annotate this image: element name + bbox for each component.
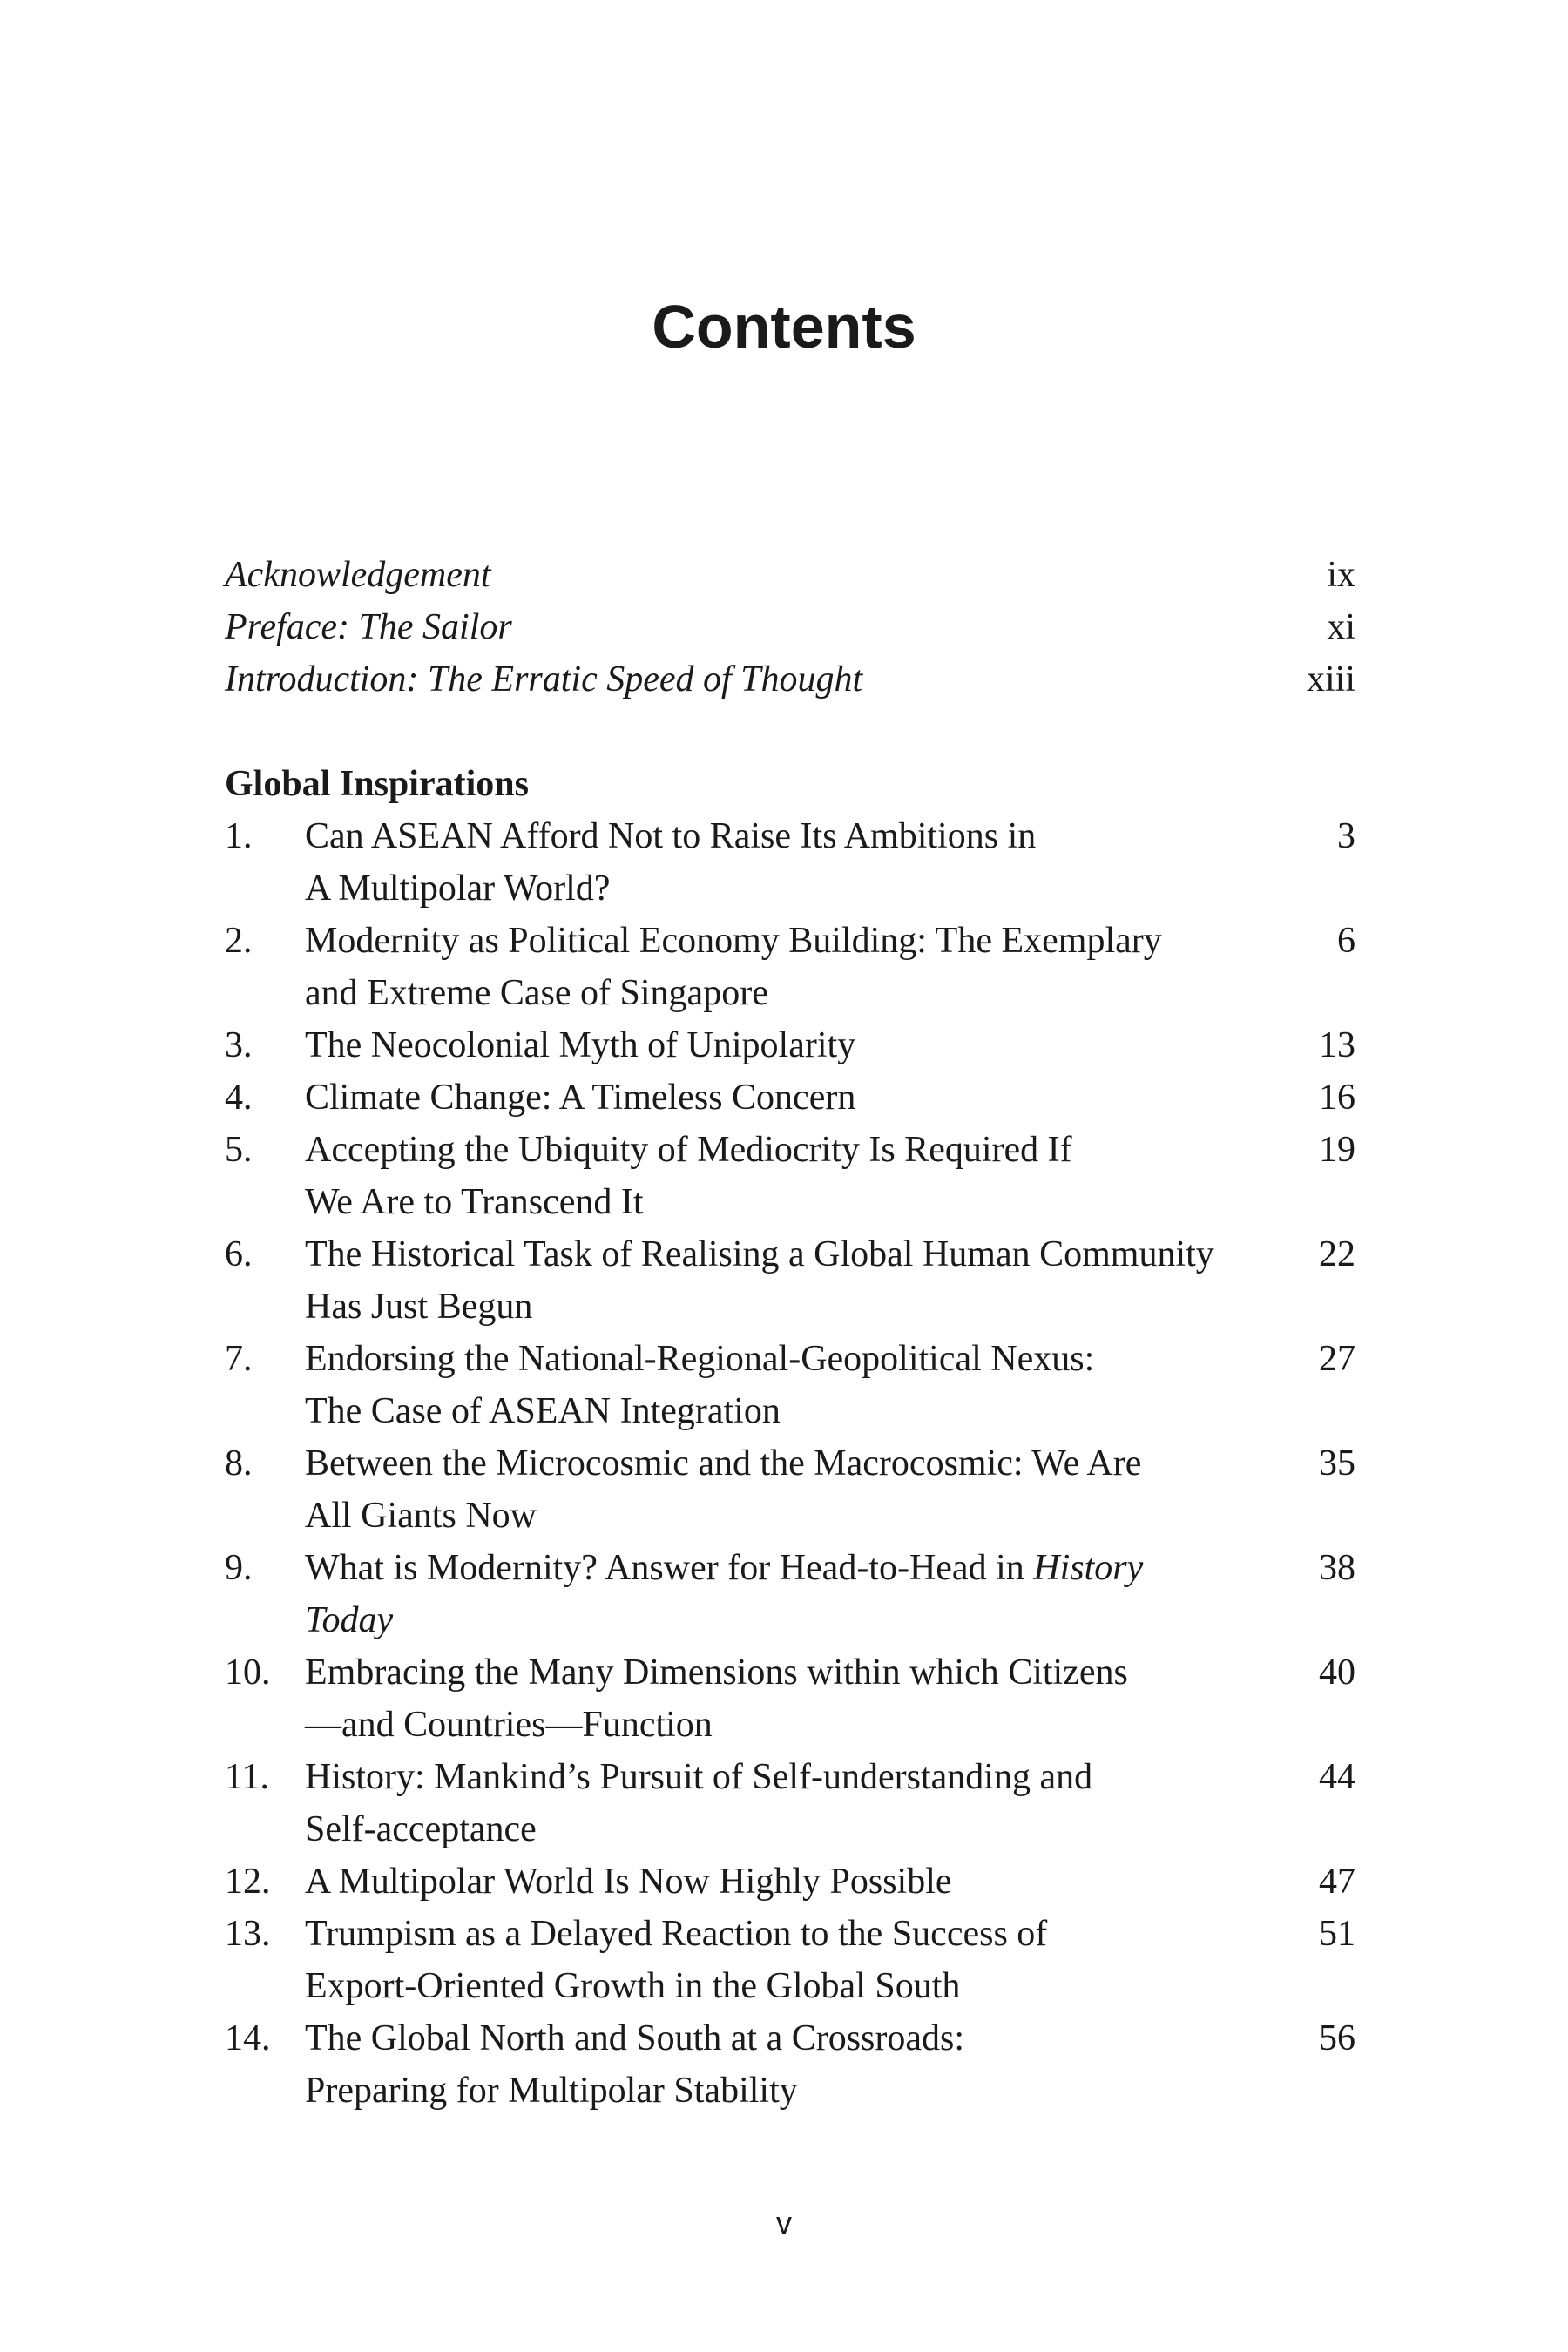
- entry-page: xiii: [1306, 659, 1355, 700]
- chapter-title: [305, 1646, 1303, 1751]
- chapter-title-line: Embracing the Many Dimensions within which Citizens: [305, 1652, 1128, 1693]
- chapter-title-line: Endorsing the National-Regional-Geopolitical Nexus:: [305, 1339, 1095, 1379]
- chapter-page: 35: [1319, 1443, 1355, 1484]
- chapter-title-line: What is Modernity? Answer for Head-to-Head in: [305, 1548, 1034, 1588]
- chapter-number: 5.: [225, 1130, 253, 1170]
- chapter-title: [305, 1071, 1303, 1124]
- chapter-title-line: A Multipolar World Is Now Highly Possible: [305, 1862, 952, 1902]
- chapter-title: [305, 1333, 1303, 1437]
- chapter-number: 4.: [225, 1078, 253, 1118]
- front-matter-entry: [225, 653, 1355, 706]
- page-number: v: [776, 2205, 792, 2240]
- chapter-title-line: The Historical Task of Realising a Global Human Community: [305, 1234, 1214, 1274]
- chapter-title: [305, 1228, 1303, 1333]
- chapter-page: 51: [1319, 1914, 1355, 1954]
- chapter-title-continuation: Has Just Begun: [305, 1287, 533, 1327]
- entry-title: Acknowledgement: [225, 555, 491, 595]
- chapter-title: [305, 1908, 1303, 2012]
- chapter-title-line: Modernity as Political Economy Building: The Exemplary: [305, 921, 1162, 961]
- chapter-title-line: The Neocolonial Myth of Unipolarity: [305, 1025, 856, 1065]
- entry-title: Preface: The Sailor: [225, 607, 512, 647]
- entry-title: Introduction: The Erratic Speed of Thought: [225, 659, 863, 700]
- chapter-title-continuation: and Extreme Case of Singapore: [305, 973, 768, 1013]
- entry-page: ix: [1327, 555, 1355, 595]
- table-of-contents: [225, 549, 1355, 2117]
- chapter-title-continuation: Today: [305, 1600, 394, 1640]
- chapter-entry: [225, 1855, 1355, 1908]
- chapter-number: 1.: [225, 816, 253, 856]
- chapter-title: [305, 810, 1303, 915]
- chapter-title: [305, 915, 1303, 1019]
- chapter-entry: [225, 1124, 1355, 1228]
- front-matter-list: [225, 549, 1355, 706]
- chapter-number: 7.: [225, 1339, 253, 1379]
- page-title: Contents: [652, 293, 916, 361]
- front-matter-entry: [225, 601, 1355, 653]
- chapter-entry: [225, 1333, 1355, 1437]
- chapter-page: 56: [1319, 2018, 1355, 2058]
- chapter-title-line: Between the Microcosmic and the Macrocosmic: We Are: [305, 1443, 1142, 1484]
- chapter-entry: [225, 2012, 1355, 2117]
- chapter-entry: [225, 1019, 1355, 1071]
- front-matter-entry: [225, 549, 1355, 601]
- chapter-title: [305, 1751, 1303, 1855]
- chapter-title-line: Can ASEAN Afford Not to Raise Its Ambitions in: [305, 816, 1037, 856]
- chapter-title-italic: History: [1033, 1548, 1144, 1588]
- chapter-entry: [225, 1751, 1355, 1855]
- chapter-entry: [225, 915, 1355, 1019]
- chapter-title: [305, 2012, 1303, 2117]
- chapter-entry: [225, 810, 1355, 915]
- chapter-number: 3.: [225, 1025, 253, 1065]
- chapter-title-line: Climate Change: A Timeless Concern: [305, 1078, 856, 1118]
- chapter-page: 44: [1319, 1757, 1355, 1797]
- chapter-title-continuation: We Are to Transcend It: [305, 1182, 644, 1222]
- chapter-title-continuation: The Case of ASEAN Integration: [305, 1391, 781, 1431]
- chapter-page: 38: [1319, 1548, 1355, 1588]
- chapter-number: 9.: [225, 1548, 253, 1588]
- chapter-title-continuation: Self-acceptance: [305, 1809, 537, 1849]
- chapter-number: 14.: [225, 2018, 271, 2058]
- chapter-number: 12.: [225, 1862, 271, 1902]
- chapter-title-line: The Global North and South at a Crossroads:: [305, 2018, 965, 2058]
- chapter-list: [225, 810, 1355, 2117]
- chapter-title-continuation: All Giants Now: [305, 1496, 537, 1536]
- chapter-number: 2.: [225, 921, 253, 961]
- chapter-page: 27: [1319, 1339, 1355, 1379]
- chapter-title: [305, 1124, 1303, 1228]
- chapter-title-continuation: A Multipolar World?: [305, 868, 611, 909]
- chapter-entry: [225, 1437, 1355, 1542]
- chapter-entry: [225, 1542, 1355, 1646]
- chapter-title-line: Accepting the Ubiquity of Mediocrity Is Required If: [305, 1130, 1072, 1170]
- chapter-page: 19: [1319, 1130, 1355, 1170]
- chapter-page: 13: [1319, 1025, 1355, 1065]
- section-heading: Global Inspirations: [225, 764, 529, 804]
- chapter-title-continuation: —and Countries—Function: [305, 1705, 713, 1745]
- chapter-number: 8.: [225, 1443, 253, 1484]
- chapter-title-line: History: Mankind’s Pursuit of Self-understanding and: [305, 1757, 1093, 1797]
- chapter-number: 10.: [225, 1652, 271, 1693]
- chapter-number: 13.: [225, 1914, 271, 1954]
- chapter-entry: [225, 1908, 1355, 2012]
- chapter-page: 47: [1319, 1862, 1355, 1902]
- chapter-page: 22: [1319, 1234, 1355, 1274]
- chapter-entry: [225, 1228, 1355, 1333]
- chapter-title-continuation: Export-Oriented Growth in the Global South: [305, 1966, 961, 2006]
- chapter-title: [305, 1542, 1303, 1646]
- chapter-number: 6.: [225, 1234, 253, 1274]
- chapter-title: [305, 1437, 1303, 1542]
- chapter-page: 40: [1319, 1652, 1355, 1693]
- chapter-title: [305, 1855, 1303, 1908]
- chapter-page: 16: [1319, 1078, 1355, 1118]
- chapter-number: 11.: [225, 1757, 269, 1797]
- chapter-title-continuation: Preparing for Multipolar Stability: [305, 2071, 798, 2111]
- chapter-page: 6: [1337, 921, 1355, 961]
- chapter-title-line: Trumpism as a Delayed Reaction to the Success of: [305, 1914, 1048, 1954]
- chapter-entry: [225, 1646, 1355, 1751]
- chapter-title: [305, 1019, 1303, 1071]
- chapter-page: 3: [1337, 816, 1355, 856]
- chapter-entry: [225, 1071, 1355, 1124]
- entry-page: xi: [1327, 607, 1355, 647]
